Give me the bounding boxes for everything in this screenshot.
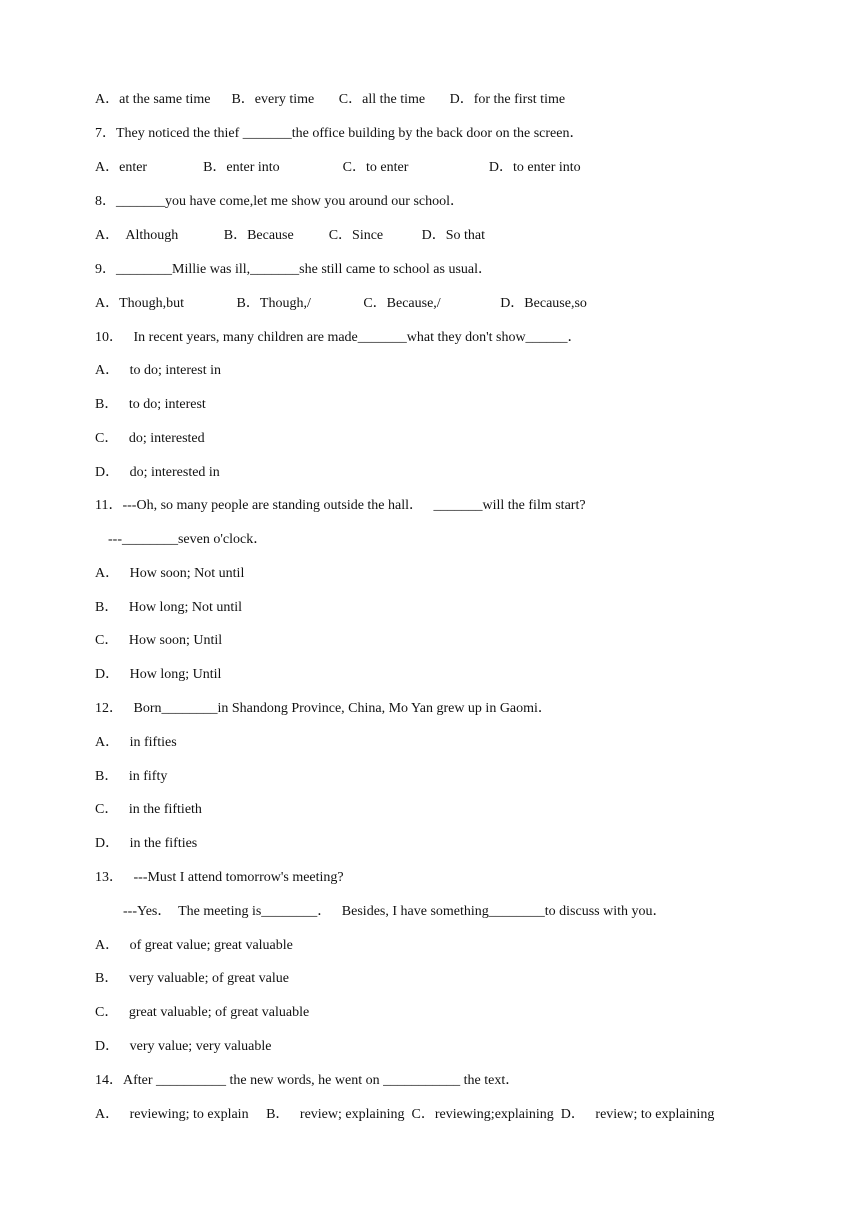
- q10-question: 10． In recent years, many children are made_______what they don't show______．: [95, 330, 582, 345]
- q13-option-d: D． very value; very valuable: [95, 1039, 272, 1054]
- q11-question-line2: ---________seven o'clock．: [108, 532, 268, 547]
- q13-question-line2: ---Yes． The meeting is________． Besides, I have something________to discuss with you．: [123, 904, 667, 919]
- q9-question: 9．________Millie was ill,_______she still came to school as usual．: [95, 262, 493, 277]
- q12-option-d: D． in the fifties: [95, 836, 198, 851]
- q11-option-c: C． How soon; Until: [95, 633, 223, 648]
- q12-option-b: B． in fifty: [95, 769, 168, 784]
- q7-options: A．enter B．enter into C．to enter D．to enter into: [95, 160, 581, 175]
- q14-question: 14．After __________ the new words, he went on ___________ the text．: [95, 1073, 520, 1088]
- q11-option-b: B． How long; Not until: [95, 600, 243, 615]
- q12-option-c: C． in the fiftieth: [95, 802, 202, 817]
- q11-option-a: A． How soon; Not until: [95, 566, 245, 581]
- q13-option-a: A． of great value; great valuable: [95, 938, 293, 953]
- q8-options: A． Although B．Because C．Since D．So that: [95, 228, 486, 243]
- q12-option-a: A． in fifties: [95, 735, 177, 750]
- q11-option-d: D． How long; Until: [95, 667, 222, 682]
- q10-option-d: D． do; interested in: [95, 465, 220, 480]
- q13-question: 13． ---Must I attend tomorrow's meeting?: [95, 870, 344, 885]
- q11-question: 11．---Oh, so many people are standing outside the hall． _______will the film start?: [95, 498, 586, 513]
- q13-option-c: C． great valuable; of great valuable: [95, 1005, 310, 1020]
- q6-options: A．at the same time B．every time C．all the time D．for the first time: [95, 92, 566, 107]
- q10-option-c: C． do; interested: [95, 431, 205, 446]
- q7-question: 7．They noticed the thief _______the office building by the back door on the screen．: [95, 126, 584, 141]
- q12-question: 12． Born________in Shandong Province, China, Mo Yan grew up in Gaomi．: [95, 701, 552, 716]
- q14-options: A． reviewing; to explain B． review; explaining C．reviewing;explaining D． review; to explaining: [95, 1107, 715, 1122]
- q8-question: 8．_______you have come,let me show you around our school．: [95, 194, 464, 209]
- q9-options: A．Though,but B．Though,/ C．Because,/ D．Because,so: [95, 296, 587, 311]
- q13-option-b: B． very valuable; of great value: [95, 971, 289, 986]
- q10-option-b: B． to do; interest: [95, 397, 206, 412]
- q10-option-a: A． to do; interest in: [95, 363, 221, 378]
